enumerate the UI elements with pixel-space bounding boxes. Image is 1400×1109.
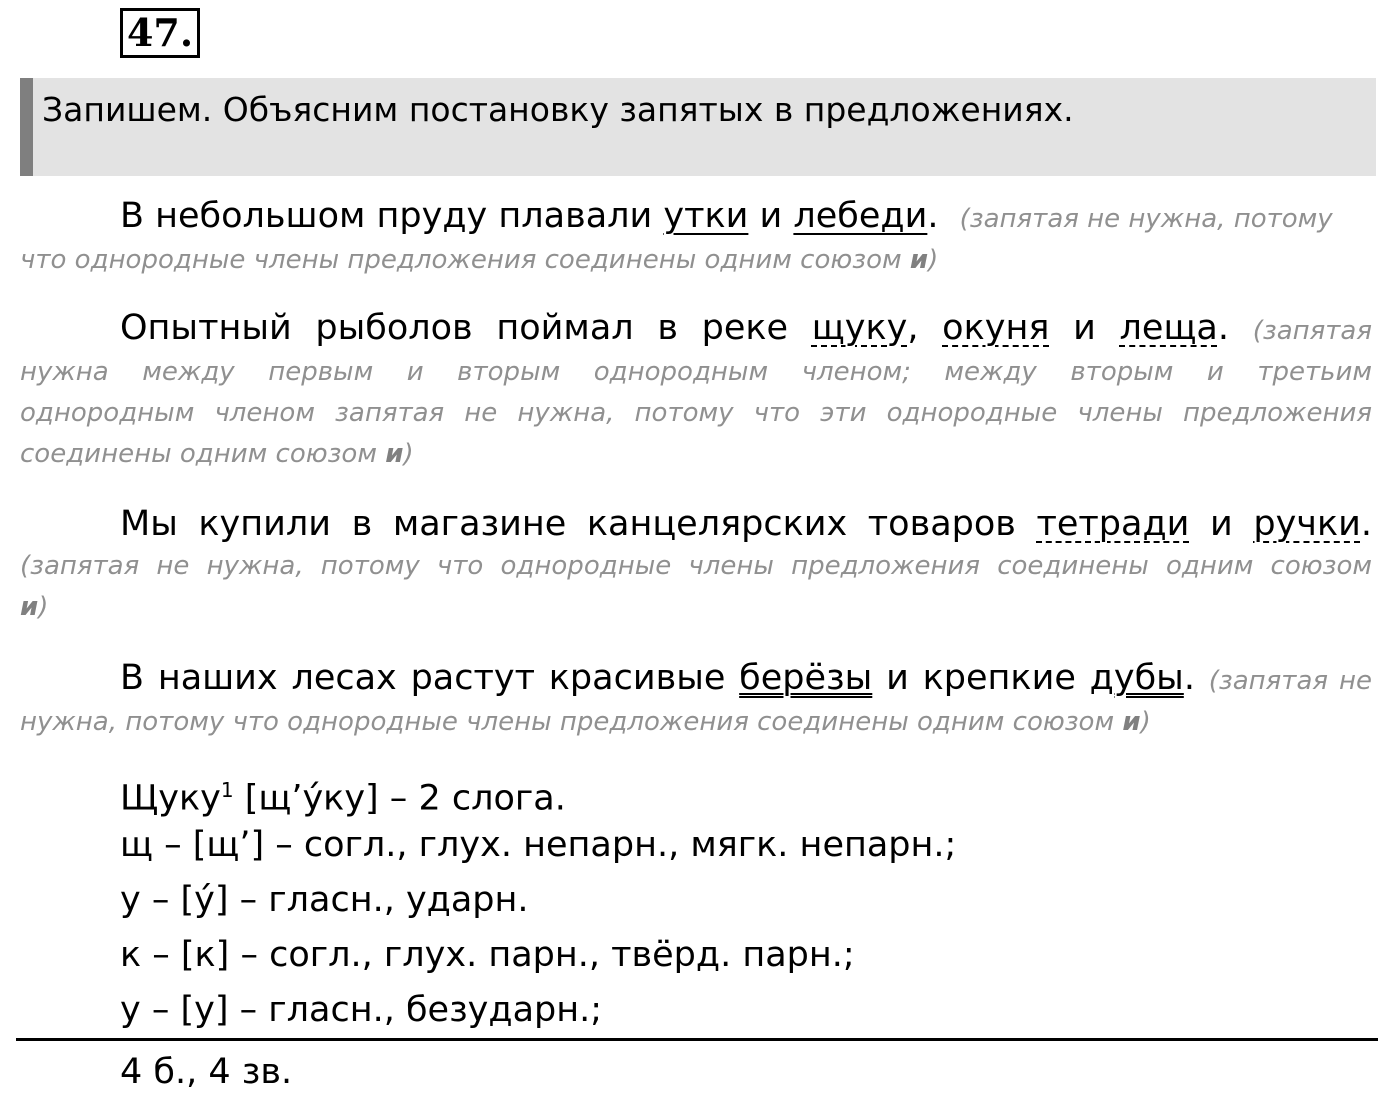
paragraph-2 (20, 306, 1372, 475)
note: что однородные члены предложения соединены одним союзом и) (20, 245, 939, 275)
object-word: щуку (811, 308, 908, 348)
analysis-line: щ – [щ’] – согл., глух. непарн., мягк. непарн.; (120, 825, 957, 865)
predicate-word: берёзы (739, 658, 873, 698)
sentence-4: В наших лесах растут красивые берёзы и крепкие дубы. (запятая не (120, 658, 1372, 698)
subject-word: утки (663, 196, 749, 236)
note: (запятая (1252, 316, 1372, 346)
task-accent-bar (20, 78, 33, 176)
subject-word: лебеди (793, 196, 928, 236)
analysis-total: 4 б., 4 зв. (120, 1052, 293, 1092)
note: нужна, потому что однородные члены предложения соединены одним союзом и) (20, 707, 1151, 737)
task-text: Запишем. Объясним постановку запятых в предложениях. (42, 90, 1074, 129)
paragraph-4 (20, 656, 1372, 743)
note: (запятая не нужна, потому что однородные члены предложения соединены одним союзом (20, 551, 1372, 581)
note: соединены одним союзом и) (20, 439, 414, 469)
paragraph-3 (20, 502, 1372, 628)
divider (16, 1038, 1378, 1041)
object-word: ручки (1253, 504, 1361, 544)
note: и) (20, 592, 49, 622)
analysis-header: Щуку$^1$ [щ’у́ку] – 2 слога. (120, 778, 566, 819)
object-word: тетради (1036, 504, 1190, 544)
analysis-line: к – [к] – согл., глух. парн., твёрд. парн.; (120, 935, 855, 975)
note: однородным членом запятая не нужна, потому что эти однородные члены предложения (20, 398, 1372, 428)
note: (запятая не нужна, потому (959, 204, 1333, 234)
note: нужна между первым и вторым однородным членом; между вторым и третьим (20, 357, 1372, 387)
paragraph-1 (20, 194, 1372, 281)
task-box (20, 78, 1376, 176)
object-word: леща (1119, 308, 1218, 348)
note: (запятая не (1208, 666, 1372, 696)
exercise-number: 47. (120, 8, 200, 58)
sentence-1: В небольшом пруду плавали утки и лебеди. (запятая не нужна, потому (120, 196, 1333, 236)
predicate-word: дубы (1089, 658, 1184, 698)
analysis-line: у – [у] – гласн., безударн.; (120, 990, 603, 1030)
object-word: окуня (942, 308, 1050, 348)
sentence-2: Опытный рыболов поймал в реке щуку, окуня и леща. (запятая (120, 308, 1372, 348)
analysis-line: у – [у́] – гласн., ударн. (120, 880, 529, 920)
sentence-3: Мы купили в магазине канцелярских товаров тетради и ручки. (120, 504, 1372, 544)
